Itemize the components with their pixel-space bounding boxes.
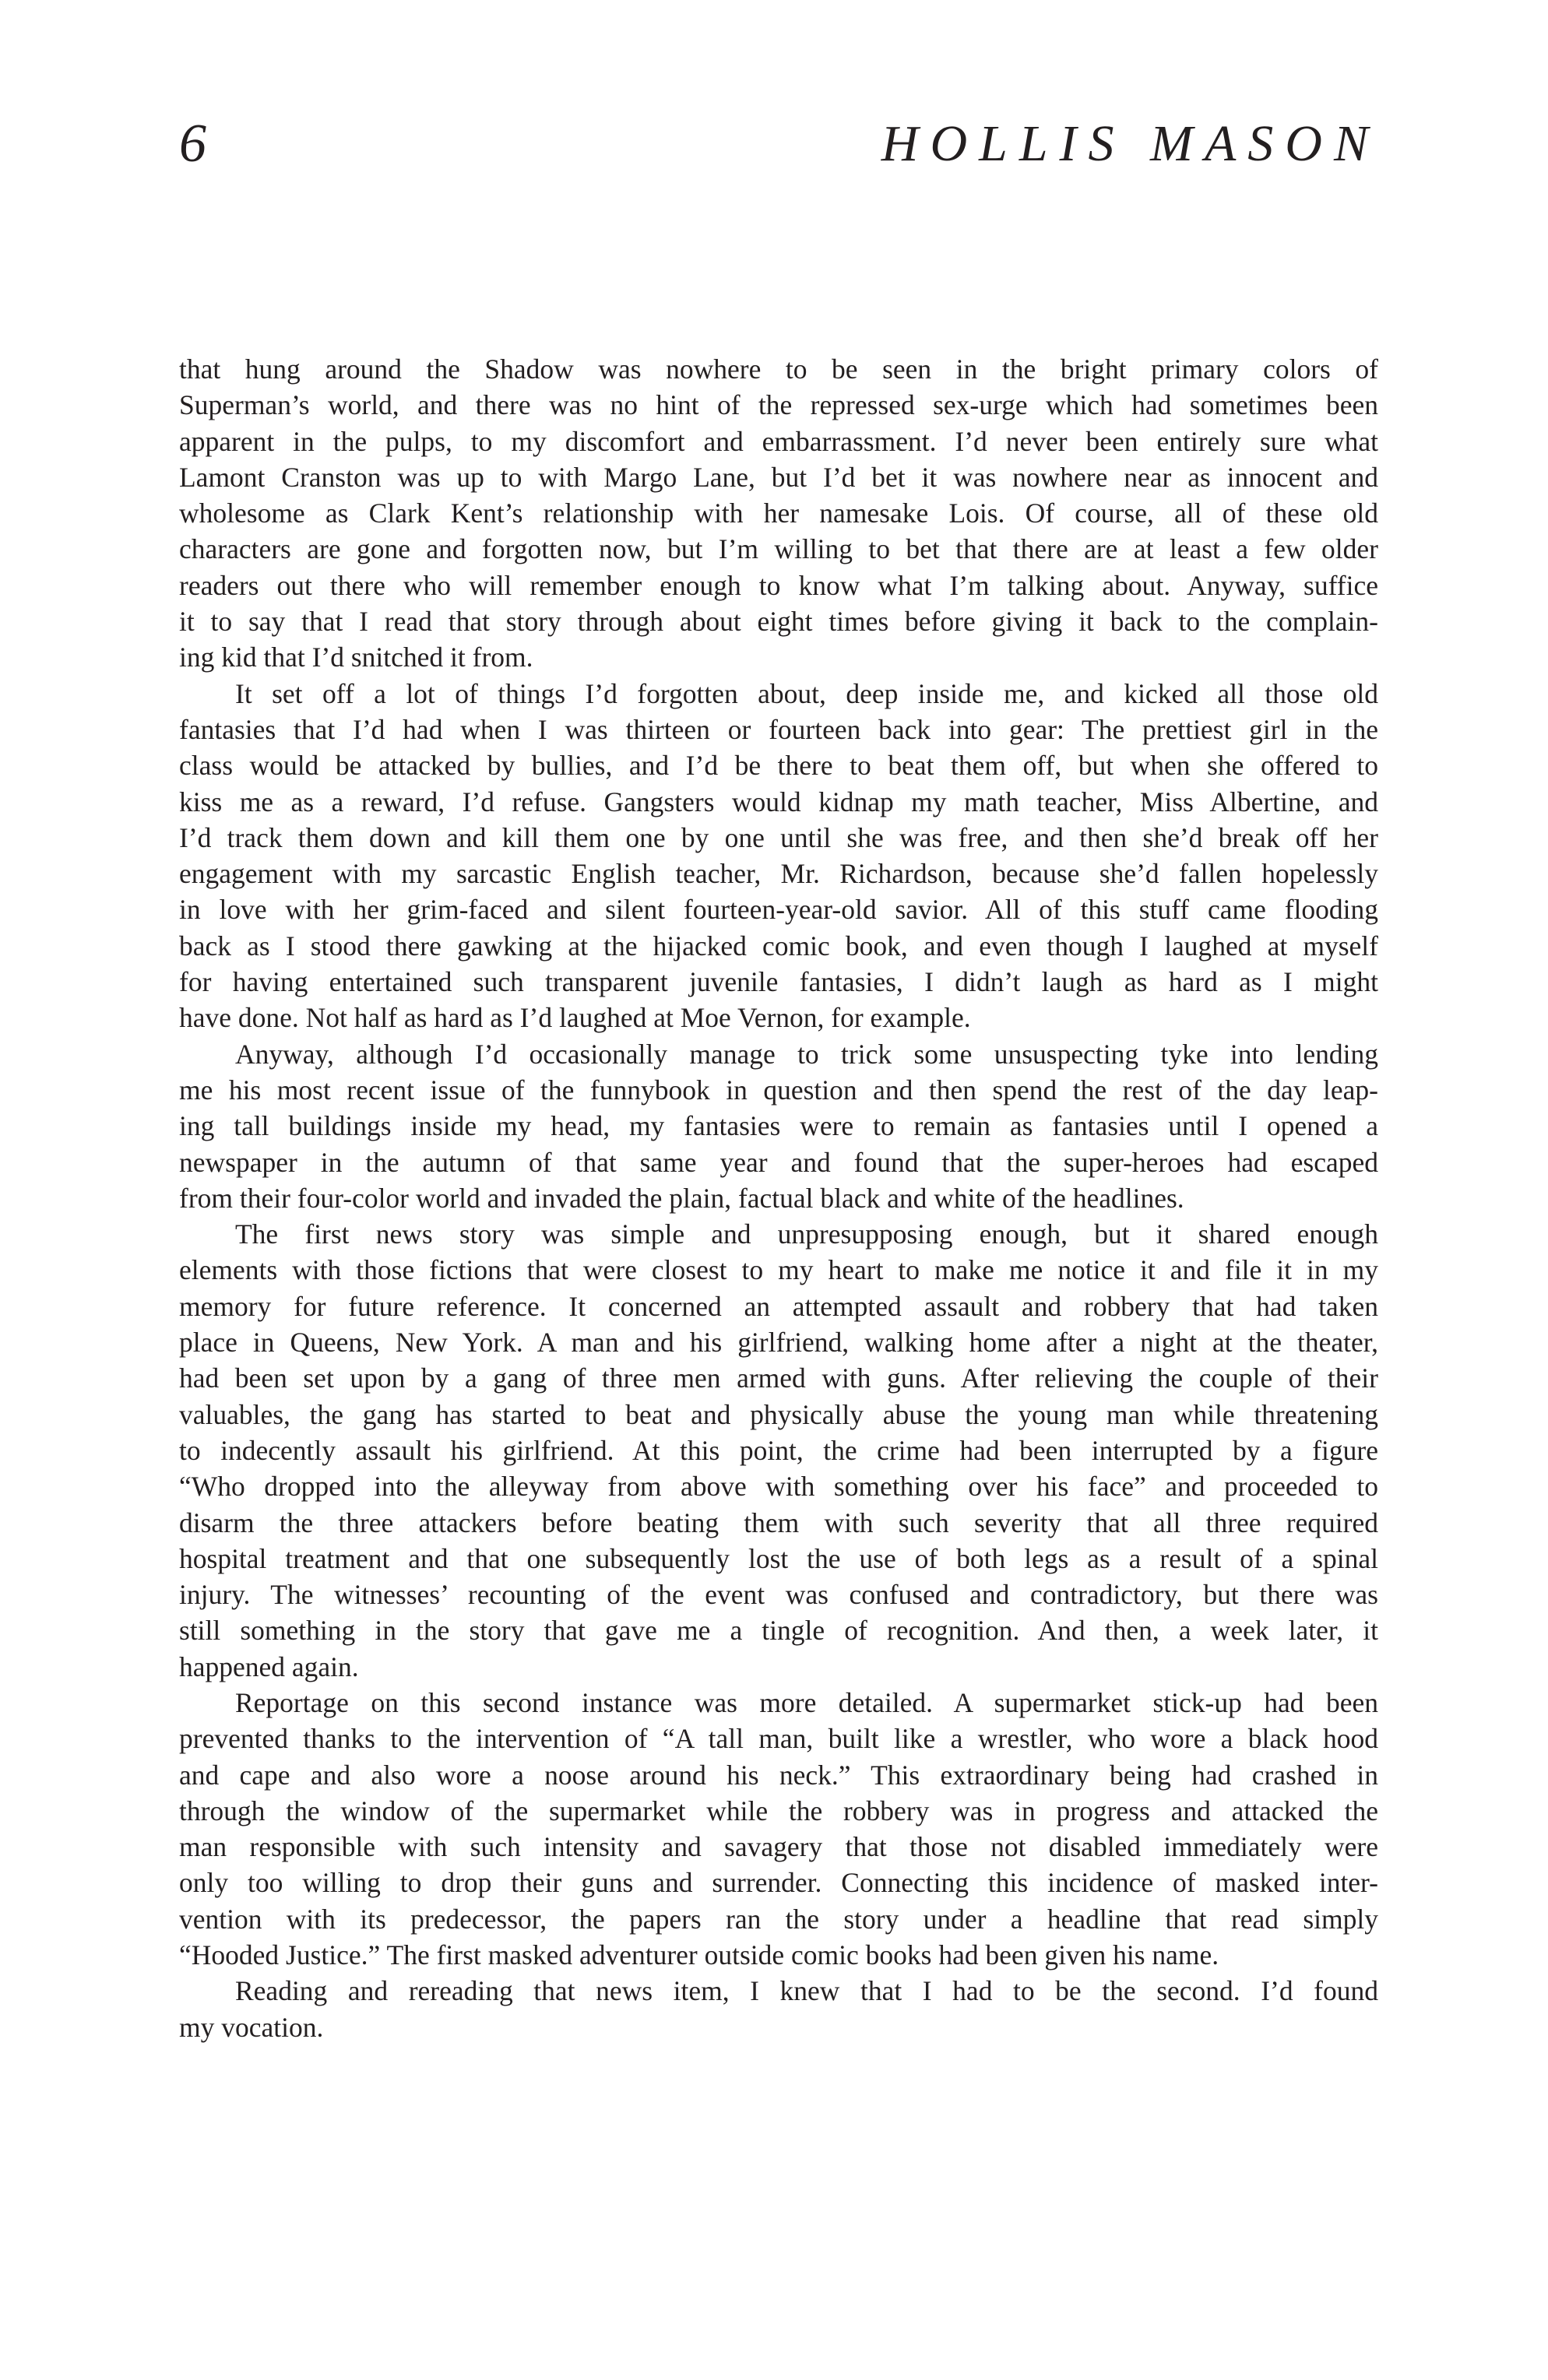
text-line: Superman’s world, and there was no hint of the repressed sex-urge which had sometimes been [179, 389, 1378, 421]
paragraph [179, 351, 1378, 676]
text-line: that hung around the Shadow was nowhere to be seen in the bright primary colors of [179, 353, 1378, 385]
text-line: ing tall buildings inside my head, my fantasies were to remain as fantasies until I opened a [179, 1110, 1378, 1142]
text-line: back as I stood there gawking at the hijacked comic book, and even though I laughed at myself [179, 930, 1378, 961]
text-line: elements with those fictions that were closest to my heart to make me notice it and file it in my [179, 1254, 1378, 1286]
text-line: in love with her grim-faced and silent fourteen-year-old savior. All of this stuff came flooding [179, 894, 1378, 926]
text-line: apparent in the pulps, to my discomfort and embarrassment. I’d never been entirely sure what [179, 425, 1378, 457]
text-line: my vocation. [179, 2011, 324, 2043]
text-line: had been set upon by a gang of three men armed with guns. After relieving the couple of their [179, 1362, 1378, 1394]
text-line: hospital treatment and that one subsequently lost the use of both legs as a result of a spinal [179, 1542, 1378, 1574]
text-line: “Hooded Justice.” The first masked adventurer outside comic books had been given his name. [179, 1939, 1219, 1971]
text-line: place in Queens, New York. A man and his girlfriend, walking home after a night at the theater, [179, 1327, 1378, 1359]
text-line: have done. Not half as hard as I’d laughed at Moe Vernon, for example. [179, 1002, 971, 1034]
text-line: Lamont Cranston was up to with Margo Lane, but I’d bet it was nowhere near as innocent and [179, 461, 1378, 493]
text-line: fantasies that I’d had when I was thirteen or fourteen back into gear: The prettiest girl in the [179, 713, 1378, 745]
text-line: vention with its predecessor, the papers ran the story under a headline that read simply [179, 1903, 1378, 1935]
page-number: 6 [179, 114, 206, 174]
paragraph [179, 1036, 1378, 1216]
text-line: engagement with my sarcastic English teacher, Mr. Richardson, because she’d fallen hopelessly [179, 858, 1378, 890]
text-line: I’d track them down and kill them one by one until she was free, and then she’d break off her [179, 821, 1378, 853]
running-head: HOLLIS MASON [881, 115, 1380, 172]
text-line: ing kid that I’d snitched it from. [179, 642, 533, 673]
text-line: for having entertained such transparent juvenile fantasies, I didn’t laugh as hard as I might [179, 966, 1378, 998]
text-line: Anyway, although I’d occasionally manage to trick some unsuspecting tyke into lending [235, 1038, 1378, 1070]
text-line: characters are gone and forgotten now, but I’m willing to bet that there are at least a few older [179, 533, 1378, 565]
text-line: prevented thanks to the intervention of “A tall man, built like a wrestler, who wore a black hood [179, 1723, 1378, 1755]
body-text [179, 351, 1378, 2045]
text-line: it to say that I read that story through about eight times before giving it back to the complain- [179, 606, 1378, 638]
text-line: through the window of the supermarket while the robbery was in progress and attacked the [179, 1795, 1378, 1826]
text-line: readers out there who will remember enough to know what I’m talking about. Anyway, suffice [179, 569, 1378, 601]
text-line: injury. The witnesses’ recounting of the event was confused and contradictory, but there was [179, 1579, 1378, 1611]
text-line: newspaper in the autumn of that same year and found that the super-heroes had escaped [179, 1146, 1378, 1178]
paragraph [179, 676, 1378, 1036]
text-line: memory for future reference. It concerned an attempted assault and robbery that had taken [179, 1290, 1378, 1322]
text-line: only too willing to drop their guns and surrender. Connecting this incidence of masked inter- [179, 1867, 1378, 1899]
text-line: happened again. [179, 1651, 359, 1682]
text-line: Reading and rereading that news item, I knew that I had to be the second. I’d found [235, 1975, 1378, 2007]
text-line: wholesome as Clark Kent’s relationship with her namesake Lois. Of course, all of these old [179, 497, 1378, 529]
text-line: disarm the three attackers before beating them with such severity that all three required [179, 1506, 1378, 1538]
page-header [179, 109, 1380, 179]
paragraph [179, 1973, 1378, 2045]
text-line: class would be attacked by bullies, and I’d be there to beat them off, but when she offered to [179, 750, 1378, 782]
text-line: Reportage on this second instance was more detailed. A supermarket stick-up had been [235, 1686, 1378, 1718]
text-line: The first news story was simple and unpresupposing enough, but it shared enough [235, 1218, 1378, 1250]
text-line: valuables, the gang has started to beat and physically abuse the young man while threatening [179, 1398, 1378, 1430]
text-line: “Who dropped into the alleyway from above with something over his face” and proceeded to [179, 1471, 1378, 1503]
paragraph [179, 1685, 1378, 1973]
text-line: from their four-color world and invaded the plain, factual black and white of the headlines. [179, 1182, 1184, 1214]
text-line: me his most recent issue of the funnybook in question and then spend the rest of the day leap- [179, 1074, 1378, 1106]
paragraph [179, 1216, 1378, 1685]
text-line: to indecently assault his girlfriend. At this point, the crime had been interrupted by a figure [179, 1434, 1378, 1466]
text-line: kiss me as a reward, I’d refuse. Gangsters would kidnap my math teacher, Miss Albertine, and [179, 786, 1378, 817]
text-line: still something in the story that gave me a tingle of recognition. And then, a week later, it [179, 1615, 1378, 1647]
text-line: and cape and also wore a noose around his neck.” This extraordinary being had crashed in [179, 1759, 1378, 1791]
text-line: It set off a lot of things I’d forgotten about, deep inside me, and kicked all those old [235, 677, 1378, 709]
text-line: man responsible with such intensity and savagery that those not disabled immediately were [179, 1831, 1378, 1863]
